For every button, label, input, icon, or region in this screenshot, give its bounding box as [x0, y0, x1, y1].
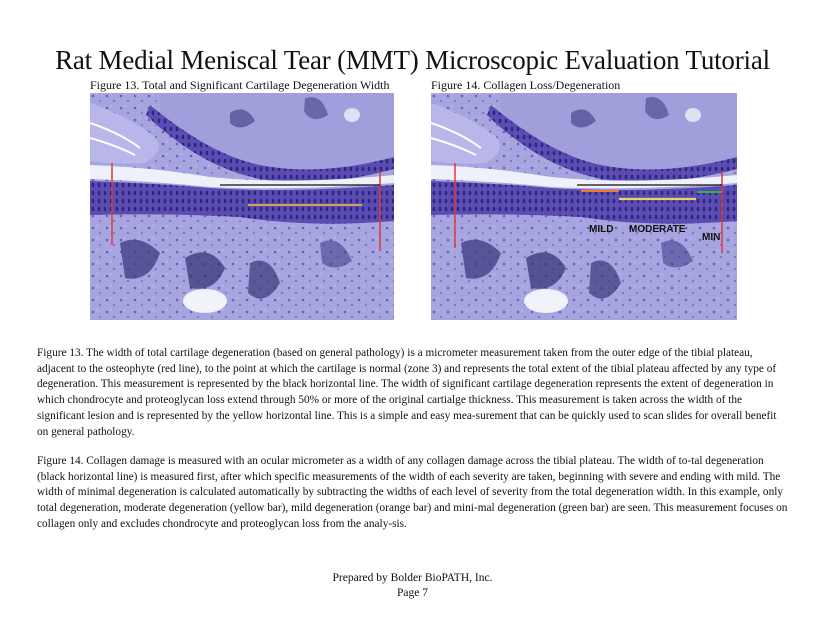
page-number: Page 7 — [397, 587, 428, 599]
figure-13-micrograph — [90, 93, 394, 320]
label-mild: MILD — [589, 224, 614, 235]
figure-14-caption: Figure 14. Collagen Loss/Degeneration — [431, 78, 621, 92]
label-moderate: MODERATE — [629, 224, 686, 235]
figure-14-micrograph — [431, 93, 737, 320]
figure-13-caption: Figure 13. Total and Significant Cartilage Degeneration Width — [90, 78, 390, 92]
micrograph-image — [90, 93, 394, 320]
page-title: Rat Medial Meniscal Tear (MMT) Microscopic Evaluation Tutorial — [55, 45, 770, 75]
figure-13-description: Figure 13. The width of total cartilage degeneration (based on general pathology) is a micrometer measurement taken from the outer edge of the tibial plateau, adjacent to the osteophyte (red line), to the point at which the cartilage is normal (zone 3) and represents the total extent of the tibial plateau affected by any type of degeneration. This measurement is represented by the black horizontal line. The width of significant cartilage degeneration represents the extent of degeneration in which chondrocyte and proteoglycan loss extend through 50% or more of the original cartialge thickness. This measurement is taken across the width of the significant lesion and is represented by the yellow horizontal line. This is a simple and easy mea-surement that can be quickly used to scan slides for overall benefit on general pathology. — [37, 347, 777, 438]
prepared-by: Prepared by Bolder BioPATH, Inc. — [332, 572, 493, 584]
micrograph-image — [431, 93, 737, 320]
label-min: MIN — [702, 232, 721, 243]
figure-14-description: Figure 14. Collagen damage is measured with an ocular micrometer as a width of any collagen damage across the tibial plateau. The width of to-tal degeneration (black horizontal line) is measured first, after which specific measurements of the width of each severity are taken, beginning with severe and ending with mild. The width of minimal degeneration is calculated automatically by subtracting the widths of each level of severity from the total degeneration width. In this example, only total degeneration, moderate degeneration (yellow bar), mild degeneration (orange bar) and mini-mal degeneration (green bar) are seen. This measurement focuses on collagen only and excludes chondrocyte and proteoglycan loss from the analy-sis. — [37, 455, 788, 530]
